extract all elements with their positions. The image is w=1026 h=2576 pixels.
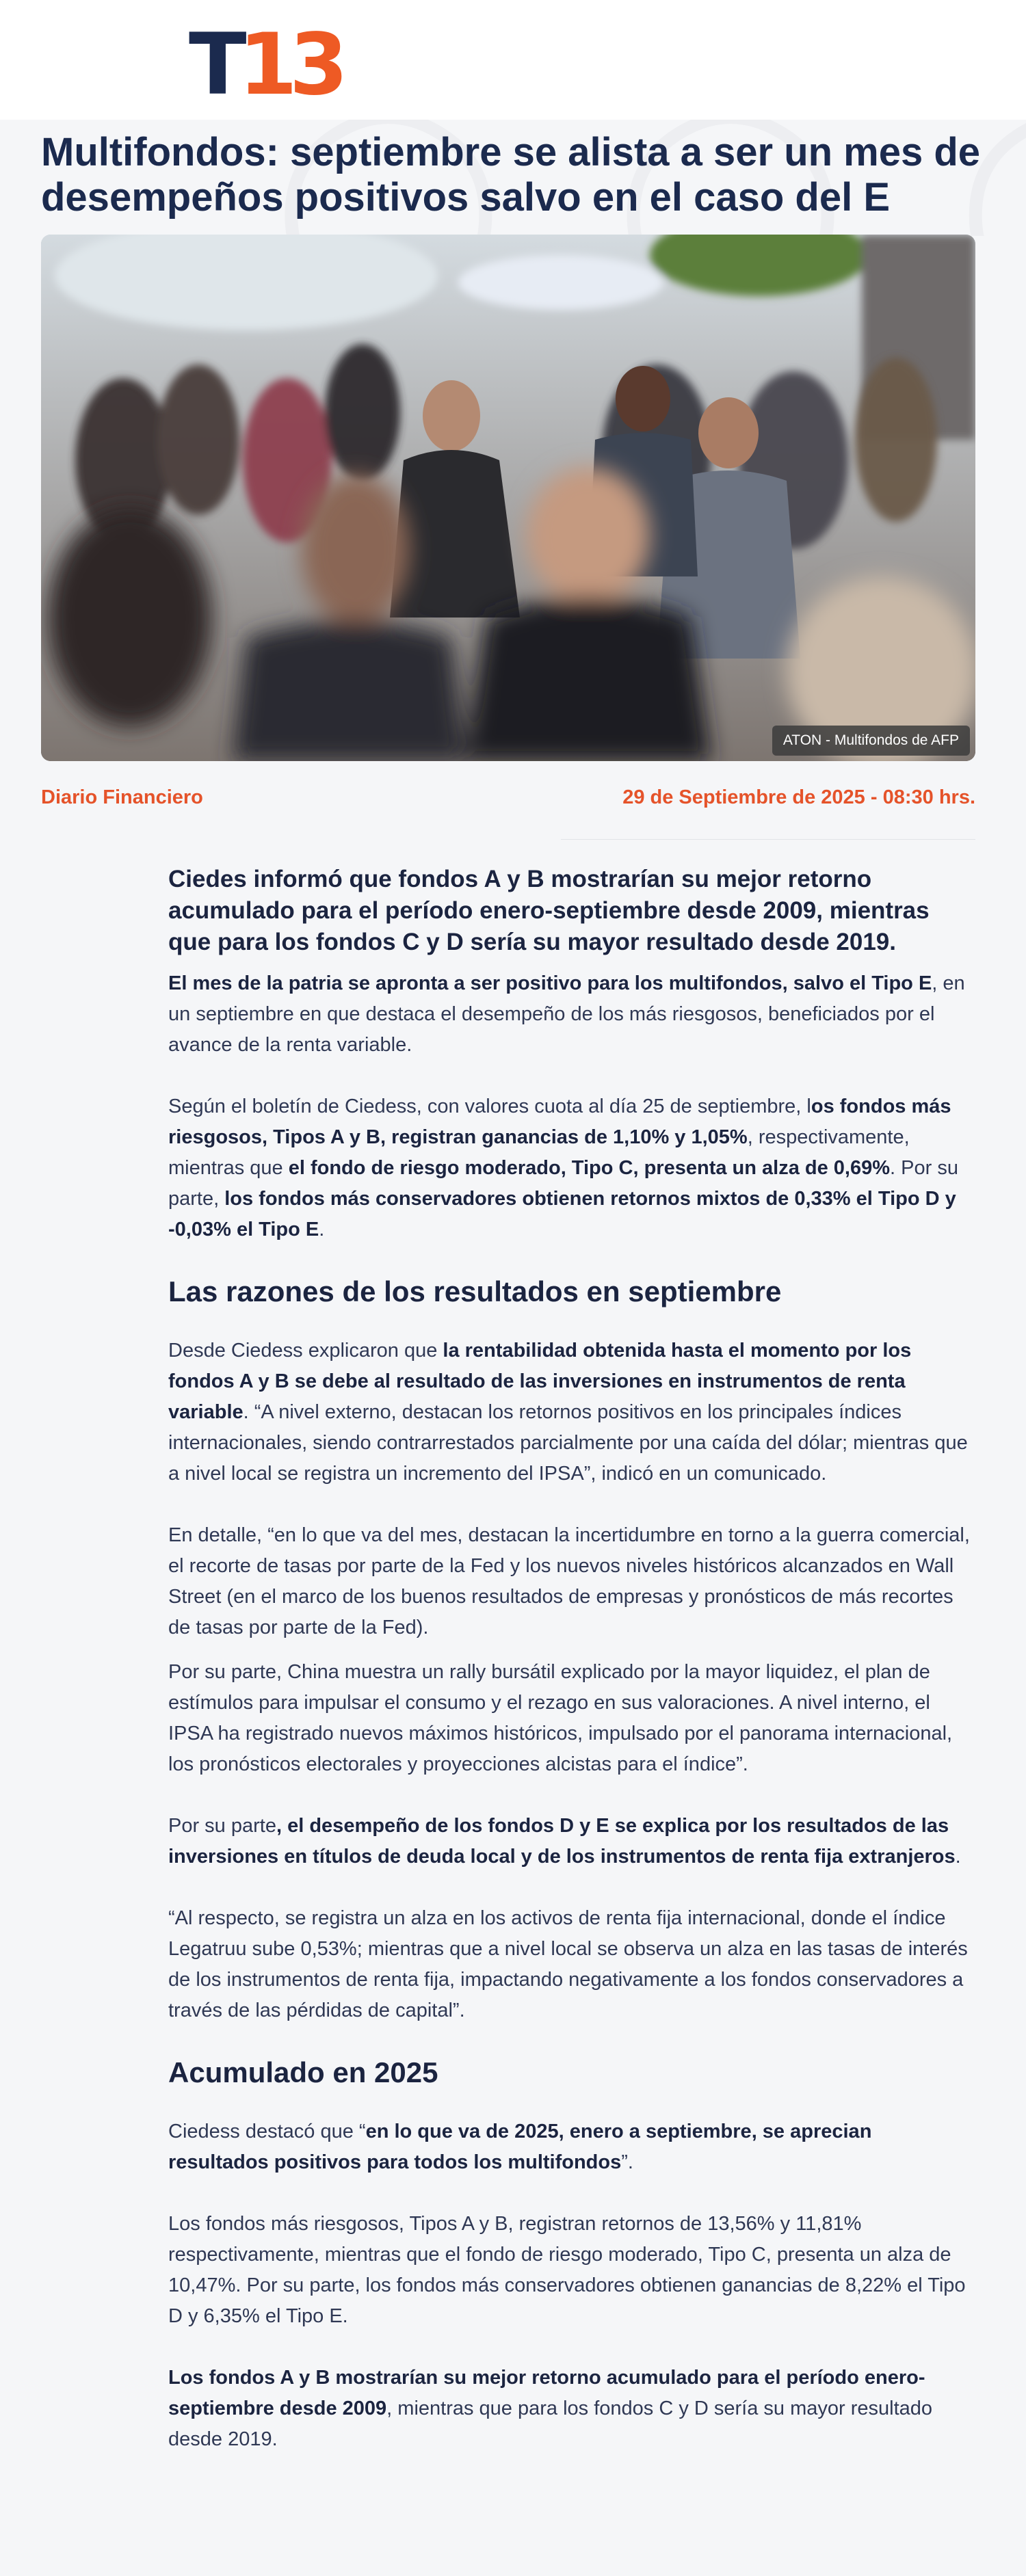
paragraph-1-bold: El mes de la patria se apronta a ser positivo para los multifondos, salvo el Tipo E bbox=[168, 972, 932, 994]
paragraph-9: Los fondos más riesgosos, Tipos A y B, registran retornos de 13,56% y 11,81% respectivamente, mientras que el fondo de riesgo moderado, Tipo C, presenta un alza de 10,47%. Por su parte, los fondos más conservadores obtienen ganancias de 8,22% el Tipo D y 6,35% el Tipo E. bbox=[168, 2213, 966, 2327]
paragraph-7: “Al respecto, se registra un alza en los activos de renta fija internacional, donde el índice Legatruu sube 0,53%; mientras que a nivel local se observa un alza en las tasas de interés de los instrumentos de renta fija, impactando negativamente a los fondos conservadores a través de las pérdidas de capital”. bbox=[168, 1907, 968, 2021]
paragraph-8-text-2: ”. bbox=[621, 2151, 633, 2173]
paragraph-10-bold-1: Los fondos A y B mostrarían su mejor retorno acumulado para el período enero-septiembre desde 2009 bbox=[168, 2367, 925, 2419]
paragraph-5: Por su parte, China muestra un rally bursátil explicado por la mayor liquidez, el plan de estímulos para impulsar el consumo y el rezago en sus valoraciones. A nivel interno, el IPSA ha registrado nuevos máximos históricos, impulsado por el panorama internacional, los pronósticos electorales y proyecciones alcistas para el índice”. bbox=[168, 1661, 953, 1775]
paragraph-2-bold-3: los fondos más conservadores obtienen retornos mixtos de 0,33% el Tipo D y -0,03% el Tipo E bbox=[168, 1188, 956, 1240]
paragraph-3-text-2: . “A nivel externo, destacan los retornos positivos en los principales índices internacionales, siendo contrarrestados parcialmente por una caída del dólar; mientras que a nivel local se registra un incremento del IPSA”, indicó en un comunicado. bbox=[168, 1401, 968, 1485]
paragraph-2-text-2: , respectivamente, mientras que bbox=[168, 1126, 910, 1179]
paragraph-2 bbox=[168, 1091, 975, 1245]
article-body bbox=[168, 862, 975, 2455]
paragraph-8-bold-1: en lo que va de 2025, enero a septiembre, se aprecian resultados positivos para todos los multifondos bbox=[168, 2121, 872, 2173]
paragraph-6-text-1: Por su parte bbox=[168, 1815, 276, 1837]
image-credit: ATON - Multifondos de AFP bbox=[772, 726, 970, 756]
meta-divider bbox=[561, 839, 975, 840]
paragraph-3-text-1: Desde Ciedess explicaron que bbox=[168, 1340, 443, 1362]
paragraph-6-text-2: . bbox=[955, 1846, 961, 1868]
paragraph-3 bbox=[168, 1336, 975, 1489]
paragraph-1-text: , en un septiembre en que destaca el desempeño de los más riesgosos, beneficiados por el avance de la renta variable. bbox=[168, 972, 965, 1056]
article-date: 29 de Septiembre de 2025 - 08:30 hrs. bbox=[622, 786, 975, 808]
logo-13: 13 bbox=[238, 16, 341, 114]
article-meta bbox=[41, 786, 975, 814]
t13-logo[interactable] bbox=[189, 16, 341, 114]
paragraph-10-text-1: , mientras que para los fondos C y D sería su mayor resultado desde 2019. bbox=[168, 2398, 933, 2450]
hero-image bbox=[41, 235, 975, 761]
article-title: Multifondos: septiembre se alista a ser un mes de desempeños positivos salvo en el caso del E bbox=[41, 130, 981, 220]
paragraph-2-text-4: . bbox=[319, 1219, 325, 1240]
paragraph-2-bold-1: os fondos más riesgosos, Tipos A y B, registran ganancias de 1,10% y 1,05% bbox=[168, 1096, 951, 1148]
logo-t: T bbox=[189, 16, 239, 114]
section-heading-acumulado: Acumulado en 2025 bbox=[168, 2056, 438, 2088]
paragraph-8 bbox=[168, 2116, 975, 2178]
paragraph-2-text-3: . Por su parte, bbox=[168, 1157, 958, 1210]
paragraph-10 bbox=[168, 2363, 975, 2455]
crowd-illustration bbox=[41, 235, 975, 761]
paragraph-8-text-1: Ciedess destacó que “ bbox=[168, 2121, 366, 2142]
paragraph-2-text-1: Según el boletín de Ciedess, con valores cuota al día 25 de septiembre, l bbox=[168, 1096, 811, 1117]
paragraph-6-bold-1: , el desempeño de los fondos D y E se explica por los resultados de las inversiones en títulos de deuda local y de los instrumentos de renta fija extranjeros bbox=[168, 1815, 956, 1868]
article-source-link[interactable]: Diario Financiero bbox=[41, 786, 203, 808]
paragraph-2-bold-2: el fondo de riesgo moderado, Tipo C, presenta un alza de 0,69% bbox=[288, 1157, 891, 1179]
paragraph-1 bbox=[168, 968, 975, 1061]
section-heading-reasons: Las razones de los resultados en septiembre bbox=[168, 1275, 782, 1307]
article-lead: Ciedes informó que fondos A y B mostrarían su mejor retorno acumulado para el período enero-septiembre desde 2009, mientras que para los fondos C y D sería su mayor resultado desde 2019. bbox=[168, 866, 930, 955]
paragraph-6 bbox=[168, 1811, 975, 1872]
paragraph-4: En detalle, “en lo que va del mes, destacan la incertidumbre en torno a la guerra comercial, el recorte de tasas por parte de la Fed y los nuevos niveles históricos alcanzados en Wall Street (en el marco de los buenos resultados de empresas y pronósticos de más recortes de tasas por parte de la Fed). bbox=[168, 1524, 970, 1638]
site-header bbox=[0, 0, 1026, 120]
paragraph-3-bold-1: la rentabilidad obtenida hasta el momento por los fondos A y B se debe al resultado de las inversiones en instrumentos de renta variable bbox=[168, 1340, 912, 1423]
